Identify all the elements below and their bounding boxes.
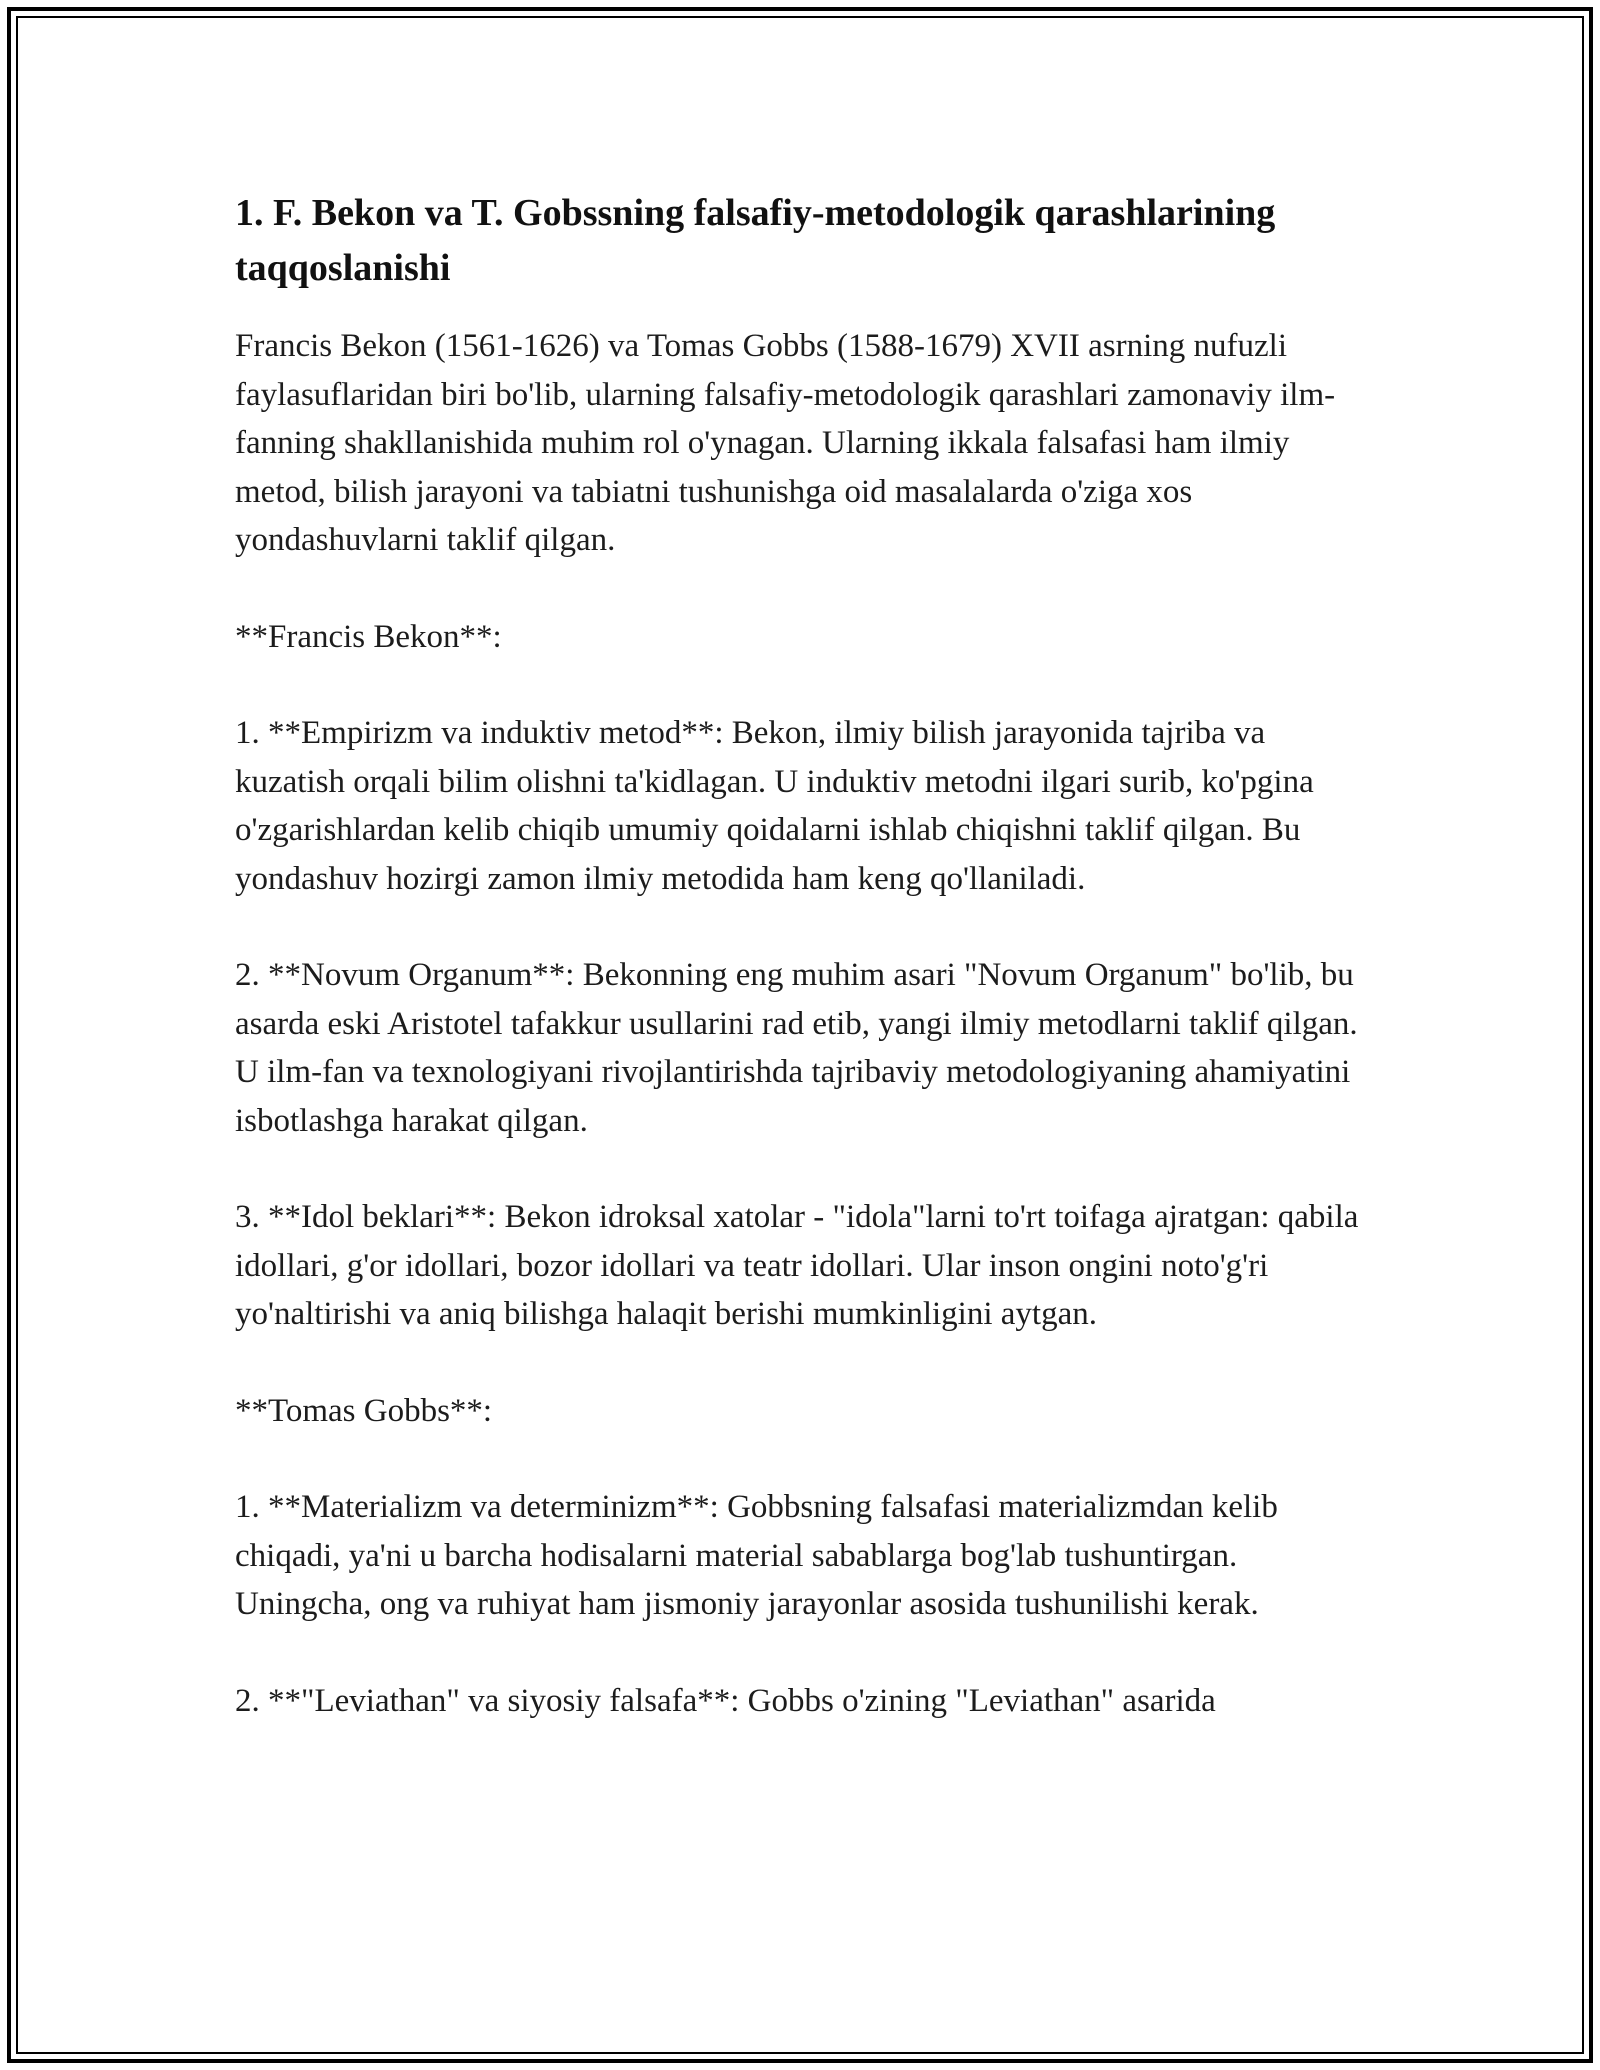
bekon-point-1: 1. **Empirizm va induktiv metod**: Bekon, ilmiy bilish jarayonida tajriba va kuzatish orqali bilim olishni ta'kidlagan. U induktiv metodni ilgari surib, ko'pgina o'zgarishlardan kelib chiqib umumiy qoidalarni ishlab chiqishni taklif qilgan. Bu yondashuv hozirgi zamon ilmiy metodida ham keng qo'llaniladi. — [235, 715, 1314, 897]
section-heading-gobbs: **Tomas Gobbs**: — [235, 1392, 493, 1429]
bekon-point-2: 2. **Novum Organum**: Bekonning eng muhim asari "Novum Organum" bo'lib, bu asarda eski Aristotel tafakkur usullarini rad etib, yangi ilmiy metodlarni taklif qilgan. U ilm-fan va texnologiyani rivojlantirishda tajribaviy metodologiyaning ahamiyatini isbotlashga harakat qilgan. — [235, 957, 1358, 1139]
bekon-point-3: 3. **Idol beklari**: Bekon idroksal xatolar - "idola"larni to'rt toifaga ajratgan: qabila idollari, g'or idollari, bozor idollari va teatr idollari. Ular inson ongini noto'g'ri yo'naltirishi va aniq bilishga halaqit berishi mumkinligini aytgan. — [235, 1199, 1359, 1332]
intro-paragraph: Francis Bekon (1561-1626) va Tomas Gobbs (1588-1679) XVII asrning nufuzli faylasuflaridan biri bo'lib, ularning falsafiy-metodologik qarashlari zamonaviy ilm-fanning shakllanishida muhim rol o'ynagan. Ularning ikkala falsafasi ham ilmiy metod, bilish jarayoni va tabiatni tushunishga oid masalalarda o'ziga xos yondashuvlarni taklif qilgan. — [235, 328, 1336, 558]
gobbs-point-2: 2. **"Leviathan" va siyosiy falsafa**: Gobbs o'zining "Leviathan" asarida — [235, 1682, 1216, 1719]
document-body — [235, 186, 1365, 1725]
section-heading-bekon: **Francis Bekon**: — [235, 618, 502, 655]
document-title: 1. F. Bekon va T. Gobssning falsafiy-metodologik qarashlarining taqqoslanishi — [235, 192, 1276, 289]
gobbs-point-1: 1. **Materializm va determinizm**: Gobbsning falsafasi materializmdan kelib chiqadi, ya'ni u barcha hodisalarni material sabablarga bog'lab tushuntirgan. Uningcha, ong va ruhiyat ham jismoniy jarayonlar asosida tushunilishi kerak. — [235, 1489, 1278, 1622]
